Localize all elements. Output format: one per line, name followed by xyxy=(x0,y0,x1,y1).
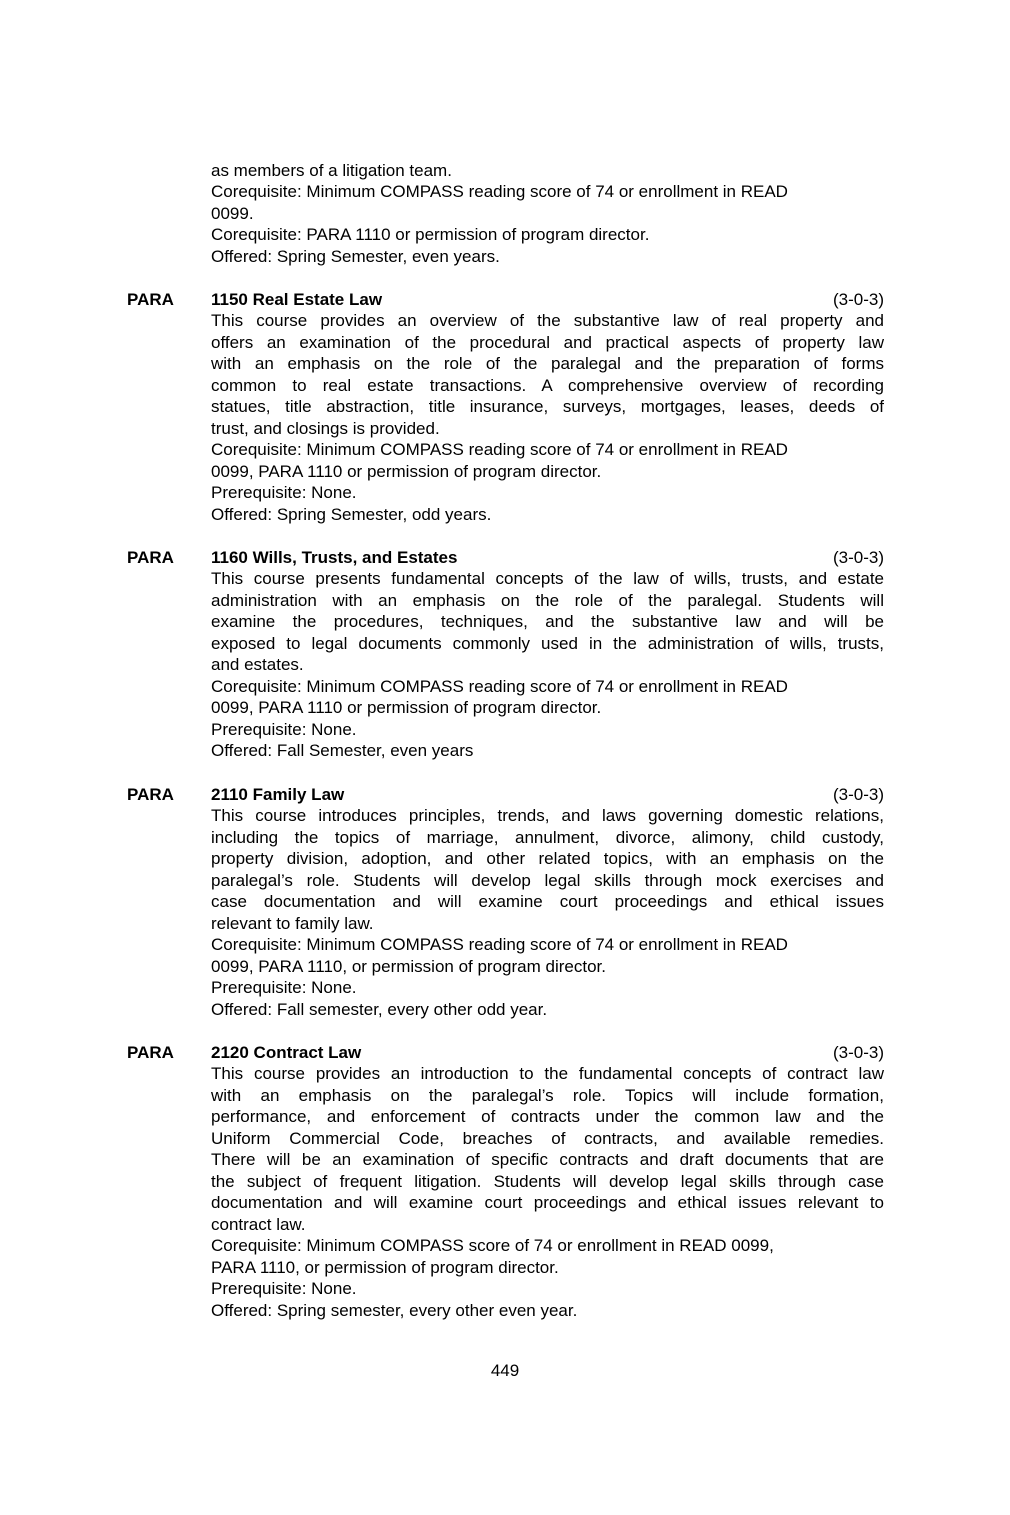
course-title: 1160 Wills, Trusts, and Estates xyxy=(211,548,458,567)
intro-line: Corequisite: PARA 1110 or permission of program director. xyxy=(211,225,650,244)
course-description-line: case documentation and will examine court proceedings and ethical issues xyxy=(211,892,884,911)
course-description-line: exposed to legal documents commonly used in the administration of wills, trusts, xyxy=(211,634,884,653)
course-detail-line: Prerequisite: None. xyxy=(211,483,357,502)
course-dept: PARA xyxy=(127,1043,174,1062)
course-description-line: property division, adoption, and other related topics, with an emphasis on the xyxy=(211,849,884,868)
course-description-line: statues, title abstraction, title insurance, surveys, mortgages, leases, deeds of xyxy=(211,397,884,416)
course-detail-line: Prerequisite: None. xyxy=(211,978,357,997)
course-detail-line: Corequisite: Minimum COMPASS reading score of 74 or enrollment in READ xyxy=(211,677,788,696)
course-detail-line: PARA 1110, or permission of program director. xyxy=(211,1258,559,1277)
course-description-line: documentation and will examine court proceedings and ethical issues relevant to xyxy=(211,1193,884,1212)
course-description-line: This course introduces principles, trends, and laws governing domestic relations, xyxy=(211,806,884,825)
course-credits: (3-0-3) xyxy=(832,785,884,804)
course-dept: PARA xyxy=(127,785,174,804)
course-description-line: contract law. xyxy=(211,1215,306,1234)
intro-line: 0099. xyxy=(211,204,254,223)
course-detail-line: 0099, PARA 1110 or permission of program director. xyxy=(211,698,602,717)
course-detail-line: Offered: Spring Semester, odd years. xyxy=(211,505,492,524)
course-description-line: with an emphasis on the paralegal’s role. Topics will include formation, xyxy=(211,1086,884,1105)
intro-line: Corequisite: Minimum COMPASS reading score of 74 or enrollment in READ xyxy=(211,182,788,201)
course-description-line: There will be an examination of specific contracts and draft documents that are xyxy=(211,1150,884,1169)
course-detail-line: Corequisite: Minimum COMPASS reading score of 74 or enrollment in READ xyxy=(211,935,788,954)
course-detail-line: Corequisite: Minimum COMPASS reading score of 74 or enrollment in READ xyxy=(211,440,788,459)
course-description-line: This course presents fundamental concepts of the law of wills, trusts, and estate xyxy=(211,569,884,588)
course-description-line: paralegal’s role. Students will develop legal skills through mock exercises and xyxy=(211,871,884,890)
course-description-line: including the topics of marriage, annulment, divorce, alimony, child custody, xyxy=(211,828,884,847)
course-detail-line: Offered: Fall Semester, even years xyxy=(211,741,474,760)
course-description-line: Uniform Commercial Code, breaches of contracts, and available remedies. xyxy=(211,1129,884,1148)
course-detail-line: Prerequisite: None. xyxy=(211,720,357,739)
course-description-line: and estates. xyxy=(211,655,304,674)
course-dept: PARA xyxy=(127,548,174,567)
page-number: 449 xyxy=(490,1361,520,1380)
course-detail-line: 0099, PARA 1110, or permission of program director. xyxy=(211,957,606,976)
course-detail-line: Corequisite: Minimum COMPASS score of 74 or enrollment in READ 0099, xyxy=(211,1236,774,1255)
course-description-line: the subject of frequent litigation. Students will develop legal skills through case xyxy=(211,1172,884,1191)
course-description-line: with an emphasis on the role of the paralegal and the preparation of forms xyxy=(211,354,884,373)
course-detail-line: 0099, PARA 1110 or permission of program director. xyxy=(211,462,602,481)
course-title: 2110 Family Law xyxy=(211,785,345,804)
course-description-line: This course provides an introduction to the fundamental concepts of contract law xyxy=(211,1064,884,1083)
course-credits: (3-0-3) xyxy=(832,548,884,567)
course-description-line: This course provides an overview of the substantive law of real property and xyxy=(211,311,884,330)
course-detail-line: Prerequisite: None. xyxy=(211,1279,357,1298)
course-title: 1150 Real Estate Law xyxy=(211,290,383,309)
course-description-line: administration with an emphasis on the role of the paralegal. Students will xyxy=(211,591,884,610)
intro-line: Offered: Spring Semester, even years. xyxy=(211,247,500,266)
course-description-line: offers an examination of the procedural and practical aspects of property law xyxy=(211,333,884,352)
course-description-line: relevant to family law. xyxy=(211,914,374,933)
course-title: 2120 Contract Law xyxy=(211,1043,362,1062)
course-dept: PARA xyxy=(127,290,174,309)
course-description-line: common to real estate transactions. A comprehensive overview of recording xyxy=(211,376,884,395)
course-detail-line: Offered: Spring semester, every other even year. xyxy=(211,1301,578,1320)
course-description-line: trust, and closings is provided. xyxy=(211,419,440,438)
intro-line: as members of a litigation team. xyxy=(211,161,452,180)
course-description-line: performance, and enforcement of contracts under the common law and the xyxy=(211,1107,884,1126)
course-credits: (3-0-3) xyxy=(832,290,884,309)
course-credits: (3-0-3) xyxy=(832,1043,884,1062)
course-description-line: examine the procedures, techniques, and the substantive law and will be xyxy=(211,612,884,631)
course-detail-line: Offered: Fall semester, every other odd year. xyxy=(211,1000,548,1019)
